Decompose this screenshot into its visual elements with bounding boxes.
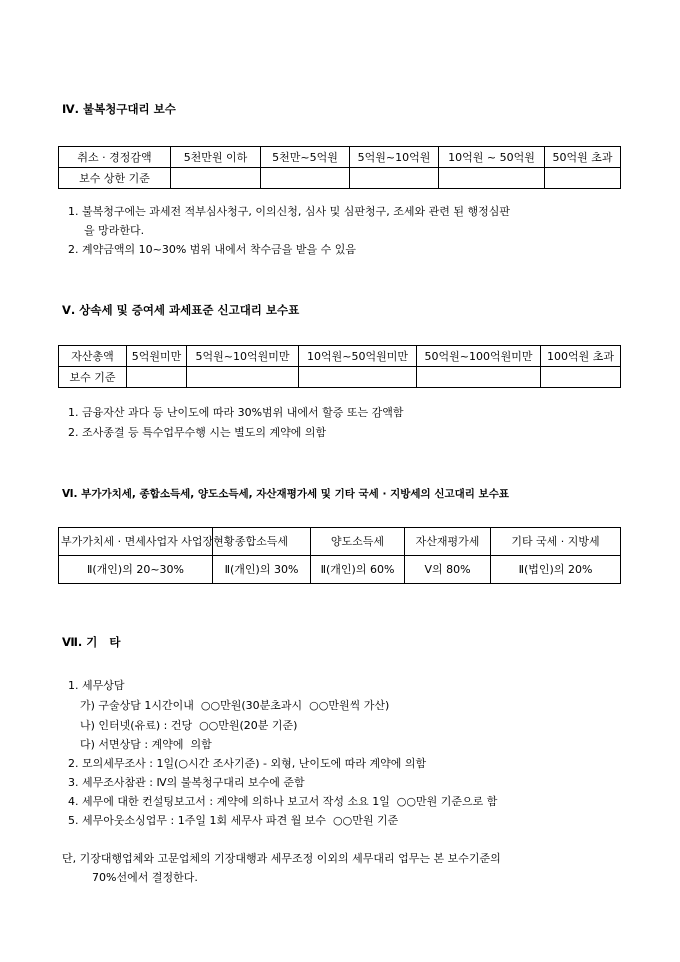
- header-cell: 취소 · 경정감액: [59, 147, 171, 168]
- value-cell: Ⅱ(법인)의 20%: [491, 556, 621, 584]
- table-row: [59, 556, 621, 584]
- empty-cell: [187, 367, 299, 388]
- section7-line-6: 3. 세무조사참관 : Ⅳ의 불복청구대리 보수에 준함: [68, 776, 305, 789]
- section7-line-7: 4. 세무에 대한 컨설팅보고서 : 계약에 의하나 보고서 작성 소요 1일 ○○만원 기준으로 함: [68, 795, 498, 808]
- header-cell: 종합소득세: [213, 528, 311, 556]
- section4-note-1-cont: 을 망라한다.: [84, 224, 145, 237]
- section7-line-8: 5. 세무아웃소싱업무 : 1주일 1회 세무사 파견 월 보수 ○○만원 기준: [68, 814, 399, 827]
- header-cell: 5천만원 이하: [171, 147, 261, 168]
- section7-line-3: 나) 인터넷(유료) : 건당 ○○만원(20분 기준): [80, 719, 298, 732]
- header-cell: 50억원 초과: [545, 147, 621, 168]
- section6-title: Ⅵ. 부가가치세, 종합소득세, 양도소득세, 자산재평가세 및 기타 국세 · 지방세의 신고대리 보수표: [62, 488, 509, 500]
- empty-cell: [261, 168, 350, 189]
- header-cell: 5억원~10억원: [350, 147, 439, 168]
- empty-cell: [545, 168, 621, 189]
- empty-cell: [171, 168, 261, 189]
- section5-note-1: 1. 금융자산 과다 등 난이도에 따라 30%범위 내에서 할증 또는 감액함: [68, 406, 404, 419]
- section7-line-1: 1. 세무상담: [68, 679, 125, 692]
- header-cell: 5천만~5억원: [261, 147, 350, 168]
- row-label: 보수 상한 기준: [59, 168, 171, 189]
- header-cell: 100억원 초과: [541, 346, 621, 367]
- section5-note-2: 2. 조사종결 등 특수업무수행 시는 별도의 계약에 의함: [68, 426, 327, 439]
- value-cell: Ⅱ(개인)의 30%: [213, 556, 311, 584]
- empty-cell: [439, 168, 545, 189]
- section4-table: [58, 146, 621, 189]
- header-cell: 5억원미만: [127, 346, 187, 367]
- section7-line-5: 2. 모의세무조사 : 1일(○시간 조사기준) - 외형, 난이도에 따라 계약에 의함: [68, 757, 427, 770]
- header-cell: 자산재평가세: [405, 528, 491, 556]
- section4-note-1: 1. 불복청구에는 과세전 적부심사청구, 이의신청, 심사 및 심판청구, 조세와 관련 된 행정심판: [68, 205, 510, 218]
- value-cell: Ⅴ의 80%: [405, 556, 491, 584]
- value-cell: Ⅱ(개인)의 60%: [311, 556, 405, 584]
- section4-note-2: 2. 계약금액의 10~30% 범위 내에서 착수금을 받을 수 있음: [68, 243, 357, 256]
- row-label: 보수 기준: [59, 367, 127, 388]
- empty-cell: [417, 367, 541, 388]
- header-cell: 5억원~10억원미만: [187, 346, 299, 367]
- empty-cell: [541, 367, 621, 388]
- table-header-row: [59, 346, 621, 367]
- table-row: [59, 367, 621, 388]
- section7-title: Ⅶ. 기 타: [62, 635, 121, 649]
- empty-cell: [299, 367, 417, 388]
- header-cell: 기타 국세 · 지방세: [491, 528, 621, 556]
- section7-line-4: 다) 서면상담 : 계약에 의함: [80, 738, 212, 751]
- section4-title: Ⅳ. 불복청구대리 보수: [62, 102, 176, 116]
- empty-cell: [127, 367, 187, 388]
- header-cell: 양도소득세: [311, 528, 405, 556]
- header-cell: 부가가치세 · 면세사업자 사업장현황: [59, 528, 213, 556]
- section6-table: [58, 527, 621, 584]
- table-header-row: [59, 147, 621, 168]
- header-cell: 50억원~100억원미만: [417, 346, 541, 367]
- table-row: [59, 168, 621, 189]
- value-cell: Ⅱ(개인)의 20~30%: [59, 556, 213, 584]
- section5-table: [58, 345, 621, 388]
- header-cell: 10억원~50억원미만: [299, 346, 417, 367]
- empty-cell: [350, 168, 439, 189]
- section5-title: Ⅴ. 상속세 및 증여세 과세표준 신고대리 보수표: [62, 303, 300, 317]
- section7-line-2: 가) 구술상담 1시간이내 ○○만원(30분초과시 ○○만원씩 가산): [80, 699, 390, 712]
- table-header-row: [59, 528, 621, 556]
- section7-footnote-1: 단, 기장대행업체와 고문업체의 기장대행과 세무조정 이외의 세무대리 업무는 본 보수기준의: [62, 852, 501, 865]
- header-cell: 10억원 ~ 50억원: [439, 147, 545, 168]
- section7-footnote-2: 70%선에서 결정한다.: [92, 871, 198, 884]
- header-cell: 자산총액: [59, 346, 127, 367]
